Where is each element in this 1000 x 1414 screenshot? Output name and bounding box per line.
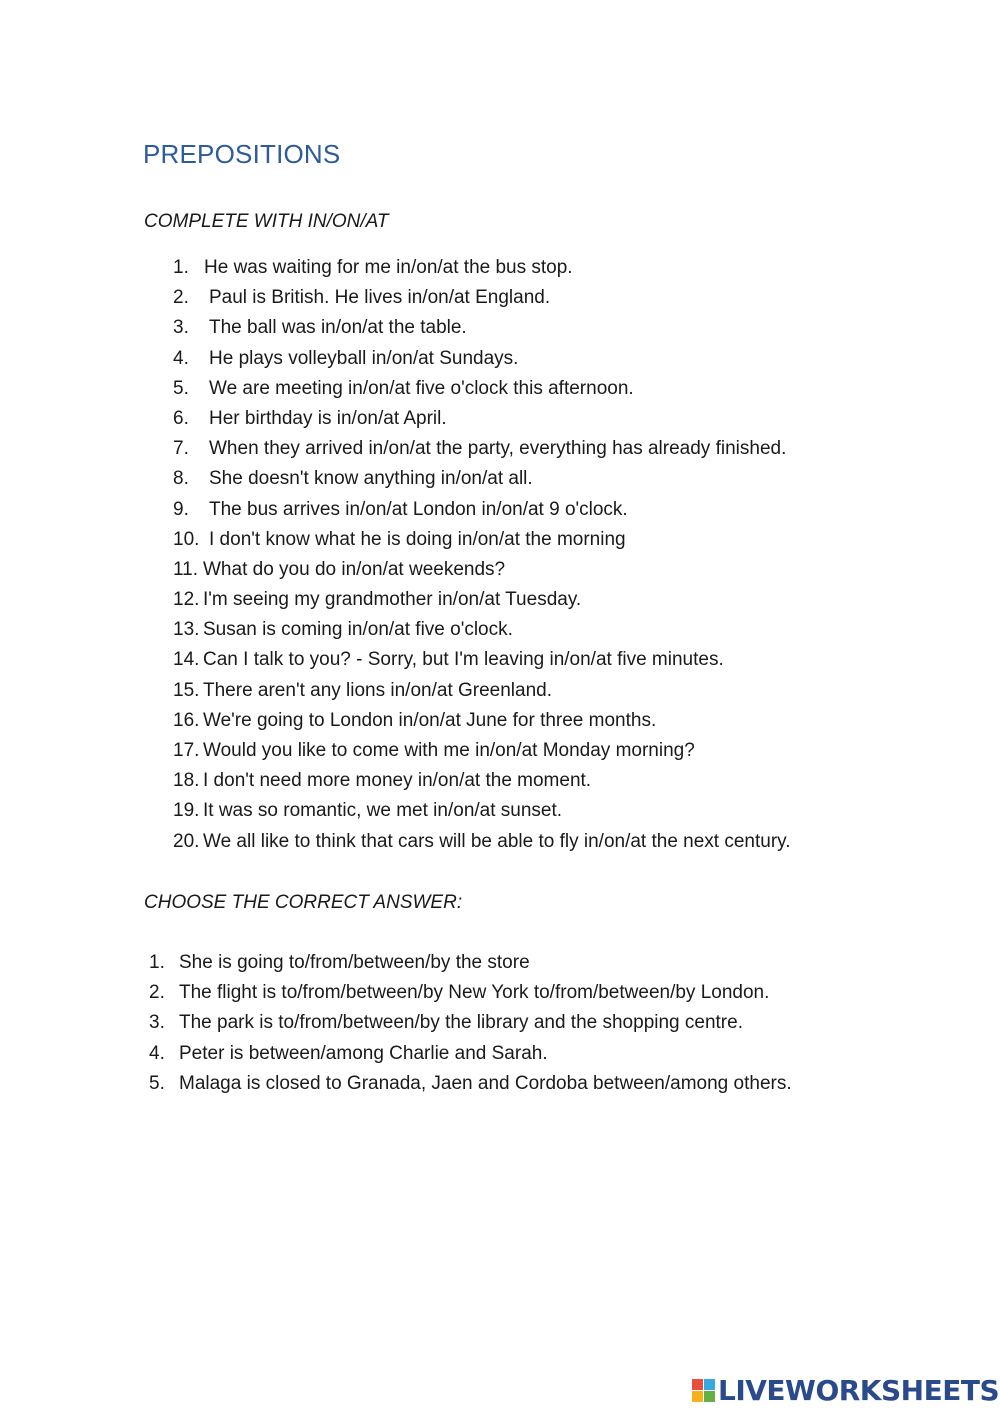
item-number: 1. bbox=[173, 257, 189, 278]
item-text: What do you do in/on/at weekends? bbox=[203, 558, 506, 580]
item-number: 7. bbox=[173, 438, 189, 460]
item-text: Would you like to come with me in/on/at Monday morning? bbox=[203, 740, 695, 761]
item-number: 3. bbox=[173, 317, 189, 339]
item-number: 15. bbox=[173, 679, 200, 701]
item-number: 10. bbox=[173, 528, 200, 550]
item-number: 11. bbox=[173, 558, 199, 580]
item-text: She doesn't know anything in/on/at all. bbox=[209, 468, 533, 490]
item-number: 8. bbox=[173, 468, 189, 490]
liveworksheets-logo-icon bbox=[692, 1379, 715, 1402]
item-text: We are meeting in/on/at five o'clock this afternoon. bbox=[209, 377, 634, 399]
item-text: I don't need more money in/on/at the moment. bbox=[203, 770, 592, 792]
item-number: 17. bbox=[173, 740, 200, 761]
item-text: There aren't any lions in/on/at Greenland. bbox=[203, 679, 553, 701]
item-number: 4. bbox=[173, 347, 189, 369]
item-text: We're going to London in/on/at June for three months. bbox=[203, 709, 657, 731]
item-text: I don't know what he is doing in/on/at the morning bbox=[209, 528, 626, 550]
item-text: He was waiting for me in/on/at the bus stop. bbox=[204, 257, 573, 278]
item-text: The park is to/from/between/by the library and the shopping centre. bbox=[179, 1012, 743, 1034]
item-number: 2. bbox=[173, 287, 189, 309]
item-number: 5. bbox=[149, 1072, 165, 1094]
item-text: Peter is between/among Charlie and Sarah. bbox=[179, 1042, 548, 1064]
item-number: 3. bbox=[149, 1012, 165, 1034]
section-heading-complete: COMPLETE WITH IN/ON/AT bbox=[144, 211, 389, 232]
item-text: The bus arrives in/on/at London in/on/at 9 o'clock. bbox=[209, 498, 628, 520]
section-heading-choose: CHOOSE THE CORRECT ANSWER: bbox=[144, 892, 463, 913]
item-text: Susan is coming in/on/at five o'clock. bbox=[203, 619, 513, 641]
item-text: I'm seeing my grandmother in/on/at Tuesday. bbox=[203, 589, 582, 611]
item-number: 20. bbox=[173, 830, 200, 852]
item-number: 6. bbox=[173, 407, 189, 429]
item-text: She is going to/from/between/by the store bbox=[179, 952, 530, 973]
item-number: 2. bbox=[149, 982, 165, 1004]
item-number: 16. bbox=[173, 709, 200, 731]
item-text: Her birthday is in/on/at April. bbox=[209, 407, 447, 429]
item-text: The flight is to/from/between/by New York to/from/between/by London. bbox=[179, 982, 770, 1004]
item-number: 12. bbox=[173, 589, 200, 611]
item-text: The ball was in/on/at the table. bbox=[209, 317, 467, 339]
item-text: He plays volleyball in/on/at Sundays. bbox=[209, 347, 519, 369]
item-number: 9. bbox=[173, 498, 189, 520]
logo-text: LIVEWORKSHEETS bbox=[718, 1373, 1000, 1407]
item-text: Malaga is closed to Granada, Jaen and Cordoba between/among others. bbox=[179, 1072, 792, 1094]
item-number: 1. bbox=[149, 952, 165, 973]
item-number: 4. bbox=[149, 1042, 165, 1064]
item-text: Paul is British. He lives in/on/at England. bbox=[209, 287, 551, 309]
item-text: It was so romantic, we met in/on/at sunset. bbox=[203, 800, 563, 822]
item-number: 19. bbox=[173, 800, 200, 822]
item-number: 5. bbox=[173, 377, 189, 399]
item-text: We all like to think that cars will be able to fly in/on/at the next century. bbox=[203, 830, 791, 852]
item-text: When they arrived in/on/at the party, everything has already finished. bbox=[209, 438, 787, 460]
item-number: 14. bbox=[173, 649, 200, 671]
item-number: 18. bbox=[173, 770, 200, 792]
liveworksheets-logo bbox=[692, 1370, 999, 1410]
item-number: 13. bbox=[173, 619, 200, 641]
item-text: Can I talk to you? - Sorry, but I'm leaving in/on/at five minutes. bbox=[203, 649, 724, 671]
page-title: PREPOSITIONS bbox=[143, 139, 341, 169]
